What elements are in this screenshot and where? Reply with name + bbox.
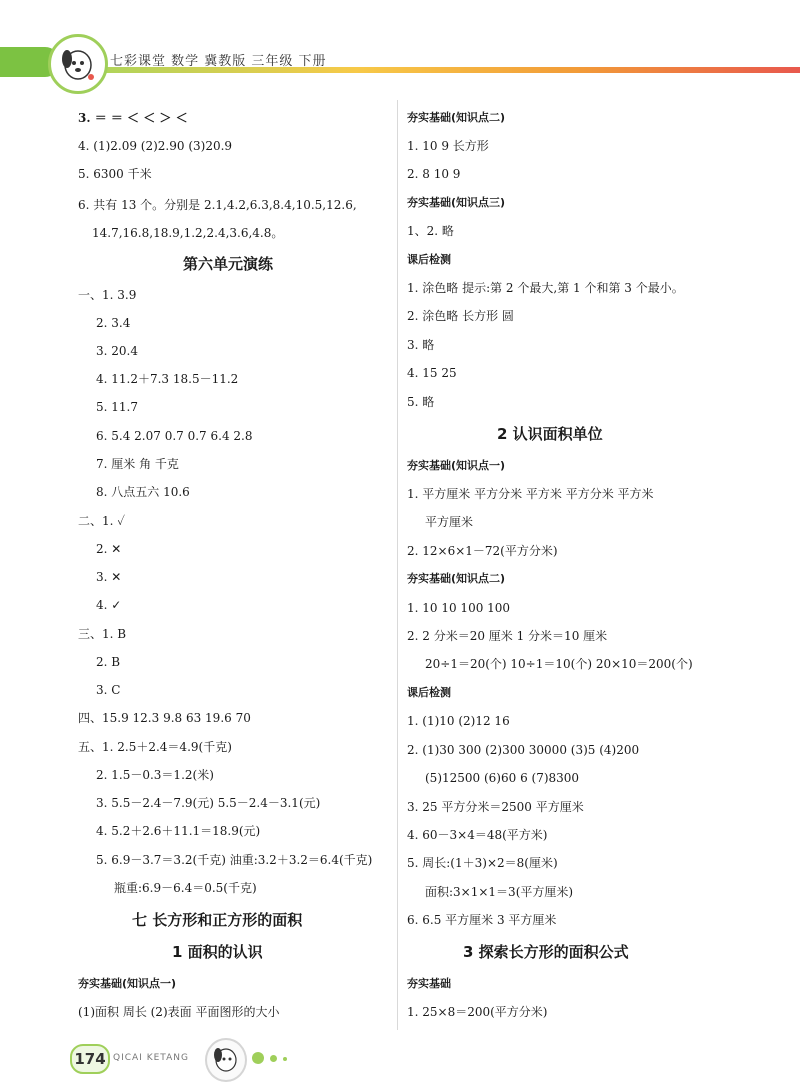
answer-line: 1. 10 10 100 100	[407, 601, 511, 615]
subsection-label: 夯实基础(知识点一)	[407, 459, 506, 472]
answer-line: 6. 5.4 2.07 0.7 0.7 6.4 2.8	[96, 429, 253, 443]
answer-line: 20÷1＝20(个) 10÷1＝10(个) 20×10＝200(个)	[425, 657, 693, 671]
subsection-label: 夯实基础(知识点三)	[407, 196, 506, 209]
chapter-heading: 七 长方形和正方形的面积	[132, 911, 303, 929]
footer-mascot-icon	[205, 1038, 247, 1082]
answer-line: 5. 周长:(1＋3)×2＝8(厘米)	[407, 856, 558, 870]
answer-line: 1. 25×8＝200(平方分米)	[407, 1005, 548, 1019]
answer-line: 2. 2 分米＝20 厘米 1 分米＝10 厘米	[407, 629, 608, 643]
answer-line: 5. 6.9－3.7＝3.2(千克) 油重:3.2＋3.2＝6.4(千克)	[96, 853, 373, 867]
answer-line: 2. ✕	[96, 542, 122, 556]
answer-line: 1. 10 9 长方形	[407, 139, 489, 153]
answer-line: 7. 厘米 角 千克	[96, 457, 179, 471]
answer-line: 3. 略	[407, 338, 435, 352]
answer-line: 5. 11.7	[96, 400, 138, 414]
answer-line: 3. 5.5－2.4－7.9(元) 5.5－2.4－3.1(元)	[96, 796, 321, 810]
answer-line: 4. 15 25	[407, 366, 457, 380]
answer-line: 3. ✕	[96, 570, 122, 584]
answer-line: 1. 涂色略 提示:第 2 个最大,第 1 个和第 3 个最小。	[407, 281, 684, 295]
answer-line: 平方厘米	[425, 515, 474, 529]
answer-line: 4. ✓	[96, 598, 122, 612]
footer-dot-icon	[252, 1052, 264, 1064]
mascot-logo-icon	[48, 34, 108, 94]
answer-line: 2. 12×6×1－72(平方分米)	[407, 544, 558, 558]
answer-line: 3. ＝ ＝ ＜ ＜ ＞ ＜	[78, 111, 188, 125]
answer-line: 8. 八点五六 10.6	[96, 485, 190, 499]
answer-line: 4. 60－3×4＝48(平方米)	[407, 828, 548, 842]
subsection-label: 夯实基础(知识点二)	[407, 111, 506, 124]
section-heading: 第六单元演练	[183, 255, 274, 273]
answer-line: 4. 11.2＋7.3 18.5－11.2	[96, 372, 239, 386]
answer-line: 1. 平方厘米 平方分米 平方米 平方分米 平方米	[407, 487, 654, 501]
page-number: 174	[70, 1044, 110, 1074]
answer-line: 3. C	[96, 683, 121, 697]
answer-line: 一、1. 3.9	[78, 288, 137, 302]
subsection-label: 夯实基础(知识点二)	[407, 572, 506, 585]
answer-line: 五、1. 2.5＋2.4＝4.9(千克)	[78, 740, 232, 754]
answer-line: 2. 涂色略 长方形 圆	[407, 309, 514, 323]
answer-line: 6. 6.5 平方厘米 3 平方厘米	[407, 913, 557, 927]
subsection-label: 课后检测	[407, 686, 451, 699]
answer-line: 面积:3×1×1＝3(平方厘米)	[425, 885, 574, 899]
answer-line: 4. (1)2.09 (2)2.90 (3)20.9	[78, 139, 233, 153]
answer-line: 二、1. ✓	[78, 514, 126, 528]
answer-line: 2. 1.5－0.3＝1.2(米)	[96, 768, 214, 782]
header-title: 七彩课堂 数学 冀教版 三年级 下册	[110, 54, 327, 69]
answer-line: 1. (1)10 (2)12 16	[407, 714, 510, 728]
answer-line: 5. 6300 千米	[78, 167, 152, 181]
lesson-heading: 1 面积的认识	[172, 943, 263, 961]
answer-line: 1、2. 略	[407, 224, 454, 238]
answer-line: 3. 20.4	[96, 344, 138, 358]
answer-line: 三、1. B	[78, 627, 127, 641]
answer-line: 2. 3.4	[96, 316, 131, 330]
answer-line: 4. 5.2＋2.6＋11.1＝18.9(元)	[96, 824, 261, 838]
answer-line: 四、15.9 12.3 9.8 63 19.6 70	[78, 711, 251, 725]
answer-line: 5. 略	[407, 395, 435, 409]
column-divider	[397, 100, 398, 1030]
answer-line: 3. 25 平方分米＝2500 平方厘米	[407, 800, 584, 814]
answer-line: (1)面积 周长 (2)表面 平面图形的大小	[78, 1005, 280, 1019]
answer-line: 14.7,16.8,18.9,1.2,2.4,3.6,4.8。	[92, 226, 284, 240]
answer-line: 瓶重:6.9－6.4＝0.5(千克)	[114, 881, 257, 895]
answer-line: 2. B	[96, 655, 121, 669]
footer-dot-icon	[283, 1057, 287, 1061]
footer-dot-icon	[270, 1055, 277, 1062]
answer-line: 2. (1)30 300 (2)300 30000 (3)5 (4)200	[407, 743, 640, 757]
answer-line: 2. 8 10 9	[407, 167, 461, 181]
lesson-heading: 3 探索长方形的面积公式	[463, 943, 629, 961]
answer-line: 6. 共有 13 个。分别是 2.1,4.2,6.3,8.4,10.5,12.6,	[78, 198, 357, 212]
subsection-label: 课后检测	[407, 253, 451, 266]
answer-line: (5)12500 (6)60 6 (7)8300	[425, 771, 580, 785]
subsection-label: 夯实基础	[407, 977, 451, 990]
lesson-heading: 2 认识面积单位	[497, 425, 603, 443]
footer-brand: QICAI KETANG	[113, 1053, 189, 1063]
subsection-label: 夯实基础(知识点一)	[78, 977, 177, 990]
